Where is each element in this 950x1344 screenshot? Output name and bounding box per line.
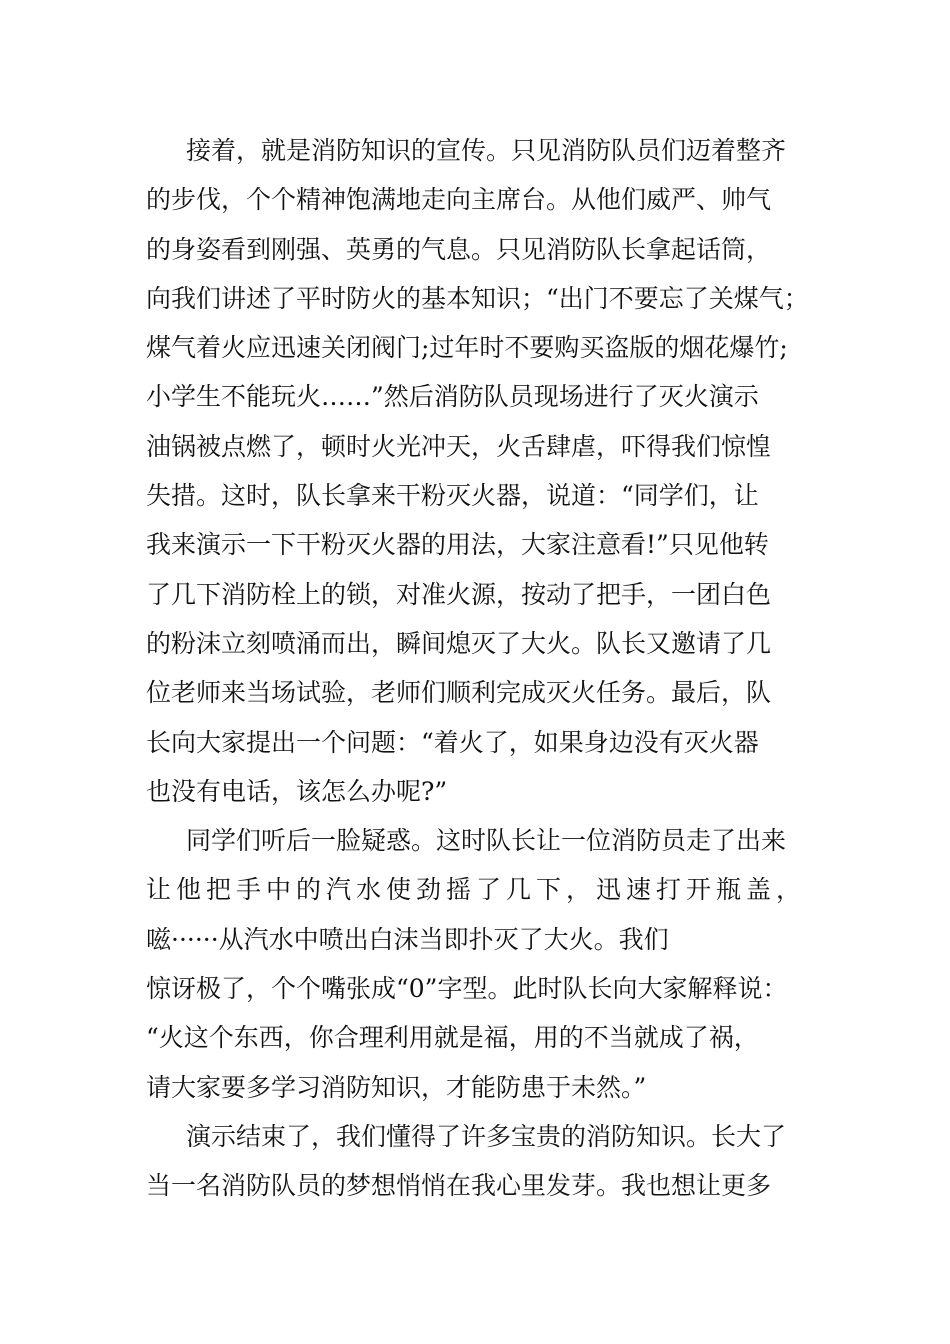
paragraph-line: 小学生不能玩火……”然后消防队员现场进行了灭火演示 bbox=[146, 382, 759, 412]
paragraph-line: 失措。这时，队长拿来干粉灭火器，说道：“同学们，让 bbox=[146, 481, 759, 511]
paragraph-line: 惊讶极了，个个嘴张成“0”字型。此时队长向大家解释说： bbox=[146, 974, 788, 1004]
paragraph-line: 长向大家提出一个问题：“着火了，如果身边没有灭火器 bbox=[146, 727, 759, 757]
paragraph-line: 位老师来当场试验，老师们顺利完成灭火任务。最后，队 bbox=[146, 678, 772, 708]
paragraph-line: 嗞······从汽水中喷出白沫当即扑灭了大火。我们 bbox=[146, 924, 669, 954]
paragraph-line: 也没有电话，该怎么办呢?” bbox=[146, 776, 448, 806]
paragraph-line: 请大家要多学习消防知识，才能防患于未然。” bbox=[146, 1072, 647, 1102]
paragraph-line: 向我们讲述了平时防火的基本知识；“出门不要忘了关煤气； bbox=[146, 283, 809, 313]
paragraph-line: 演示结束了，我们懂得了许多宝贵的消防知识。长大了 bbox=[186, 1121, 787, 1151]
paragraph-line: 煤气着火应迅速关闭阀门;过年时不要购买盗版的烟花爆竹; bbox=[146, 333, 788, 363]
paragraph-line: 当一名消防队员的梦想悄悄在我心里发芽。我也想让更多 bbox=[146, 1171, 772, 1201]
paragraph-line: 同学们听后一脸疑惑。这时队长让一位消防员走了出来 bbox=[186, 826, 787, 856]
paragraph-line: 油锅被点燃了，顿时火光冲天，火舌肆虐，吓得我们惊惶 bbox=[146, 431, 772, 461]
paragraph-line: 我来演示一下干粉灭火器的用法，大家注意看!”只见他转 bbox=[146, 530, 769, 560]
paragraph-line: 的身姿看到刚强、英勇的气息。只见消防队长拿起话筒， bbox=[146, 234, 772, 264]
essay-text bbox=[146, 126, 816, 1211]
paragraph-line: 的粉沫立刻喷涌而出，瞬间熄灭了大火。队长又邀请了几 bbox=[146, 628, 772, 658]
paragraph-line: 让他把手中的汽水使劲摇了几下，迅速打开瓶盖， bbox=[146, 875, 807, 905]
paragraph-line: “火这个东西，你合理利用就是福，用的不当就成了祸， bbox=[146, 1023, 759, 1053]
paragraph-line: 了几下消防栓上的锁，对准火源，按动了把手，一团白色 bbox=[146, 579, 772, 609]
paragraph-line: 接着，就是消防知识的宣传。只见消防队员们迈着整齐 bbox=[186, 136, 787, 165]
paragraph-line: 的步伐，个个精神饱满地走向主席台。从他们威严、帅气 bbox=[146, 185, 772, 215]
